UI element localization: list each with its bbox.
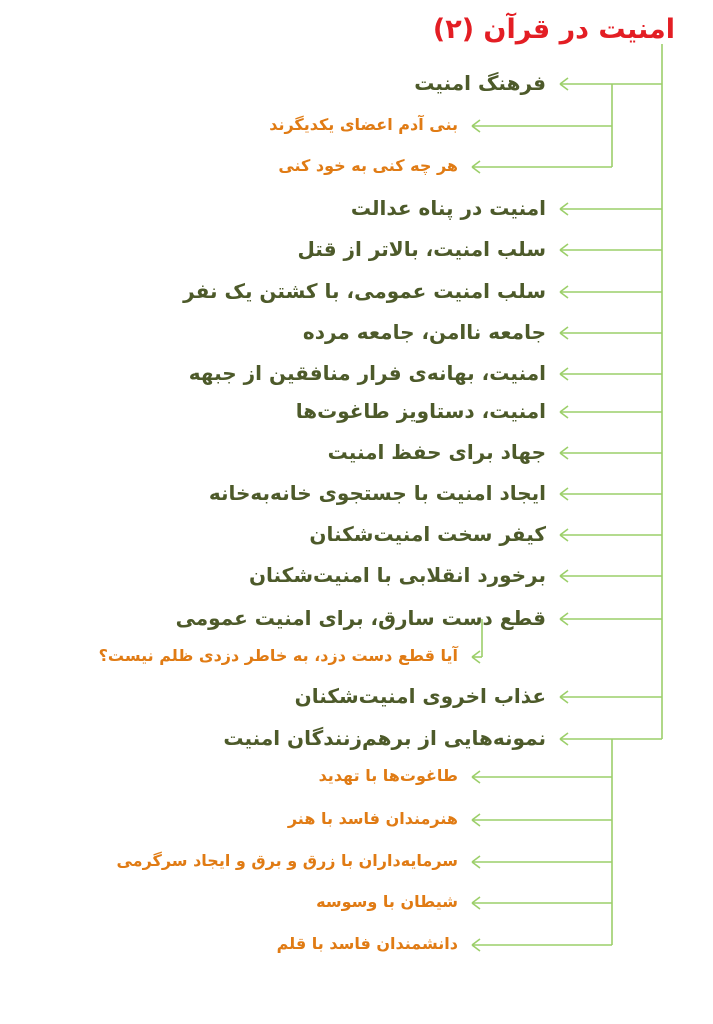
- arrow-13-head: [560, 619, 568, 625]
- arrow-1-head: [472, 126, 480, 132]
- arrow-19-head: [472, 862, 480, 868]
- arrow-9-head: [560, 447, 568, 453]
- arrow-14-head: [472, 651, 480, 657]
- arrow-15-head: [560, 691, 568, 697]
- arrow-9-head: [560, 453, 568, 459]
- arrow-18-head: [472, 820, 480, 826]
- arrow-0-head: [560, 78, 568, 84]
- main-topic-4: سلب امنیت، بالاتر از قتل: [297, 237, 546, 261]
- sub-topic-20: شیطان با وسوسه: [316, 892, 458, 911]
- arrow-0-head: [560, 84, 568, 90]
- arrow-16-head: [560, 733, 568, 739]
- sub-topic-18: هنرمندان فاسد با هنر: [287, 809, 458, 828]
- main-topic-10: ایجاد امنیت با جستجوی خانه‌به‌خانه: [208, 481, 546, 505]
- sub-topic-19: سرمایه‌داران با زرق و برق و ایجاد سرگرمی: [116, 851, 458, 870]
- main-topic-13: قطع دست سارق، برای امنیت عمومی: [175, 606, 546, 630]
- main-topic-0: فرهنگ امنیت: [414, 71, 546, 95]
- arrow-21-head: [472, 945, 480, 951]
- arrow-8-head: [560, 406, 568, 412]
- main-topic-12: برخورد انقلابی با امنیت‌شکنان: [248, 563, 546, 587]
- arrow-20-head: [472, 897, 480, 903]
- arrow-2-head: [472, 167, 480, 173]
- main-topic-9: جهاد برای حفظ امنیت: [327, 440, 546, 464]
- arrow-13-head: [560, 613, 568, 619]
- main-topic-6: جامعه ناامن، جامعه مرده: [302, 320, 546, 344]
- arrow-19-head: [472, 856, 480, 862]
- arrow-20-head: [472, 903, 480, 909]
- arrow-11-head: [560, 529, 568, 535]
- sub-topic-2: هر چه کنی به خود کنی: [278, 156, 458, 175]
- main-topic-11: کیفر سخت امنیت‌شکنان: [309, 522, 546, 546]
- arrow-16-head: [560, 739, 568, 745]
- arrow-3-head: [560, 203, 568, 209]
- arrow-14-head: [472, 657, 480, 663]
- arrow-21-head: [472, 939, 480, 945]
- arrow-17-head: [472, 771, 480, 777]
- arrow-4-head: [560, 244, 568, 250]
- main-topic-7: امنیت، بهانه‌ی فرار منافقین از جبهه: [188, 361, 546, 385]
- arrow-12-head: [560, 576, 568, 582]
- arrow-18-head: [472, 814, 480, 820]
- main-topic-8: امنیت، دستاویز طاغوت‌ها: [295, 399, 546, 423]
- page-title: امنیت در قرآن (۲): [432, 14, 675, 45]
- arrow-4-head: [560, 250, 568, 256]
- arrow-10-head: [560, 494, 568, 500]
- arrow-7-head: [560, 374, 568, 380]
- arrow-7-head: [560, 368, 568, 374]
- main-topic-15: عذاب اخروی امنیت‌شکنان: [294, 684, 546, 708]
- sub-topic-21: دانشمندان فاسد با قلم: [276, 934, 458, 953]
- arrow-2-head: [472, 161, 480, 167]
- arrow-15-head: [560, 697, 568, 703]
- arrow-8-head: [560, 412, 568, 418]
- main-topic-16: نمونه‌هایی از برهم‌زنندگان امنیت: [223, 726, 546, 750]
- arrow-6-head: [560, 333, 568, 339]
- arrow-5-head: [560, 292, 568, 298]
- arrow-1-head: [472, 120, 480, 126]
- main-topic-5: سلب امنیت عمومی، با کشتن یک نفر: [183, 279, 546, 303]
- arrow-11-head: [560, 535, 568, 541]
- arrow-3-head: [560, 209, 568, 215]
- sub-topic-14: آیا قطع دست دزد، به خاطر دزدی ظلم نیست؟: [98, 646, 458, 665]
- sub-topic-17: طاغوت‌ها با تهدید: [318, 766, 458, 785]
- sub-topic-1: بنی آدم اعضای یکدیگرند: [269, 115, 458, 134]
- arrow-17-head: [472, 777, 480, 783]
- arrow-5-head: [560, 286, 568, 292]
- arrow-10-head: [560, 488, 568, 494]
- main-topic-3: امنیت در پناه عدالت: [350, 196, 546, 220]
- arrow-6-head: [560, 327, 568, 333]
- arrow-12-head: [560, 570, 568, 576]
